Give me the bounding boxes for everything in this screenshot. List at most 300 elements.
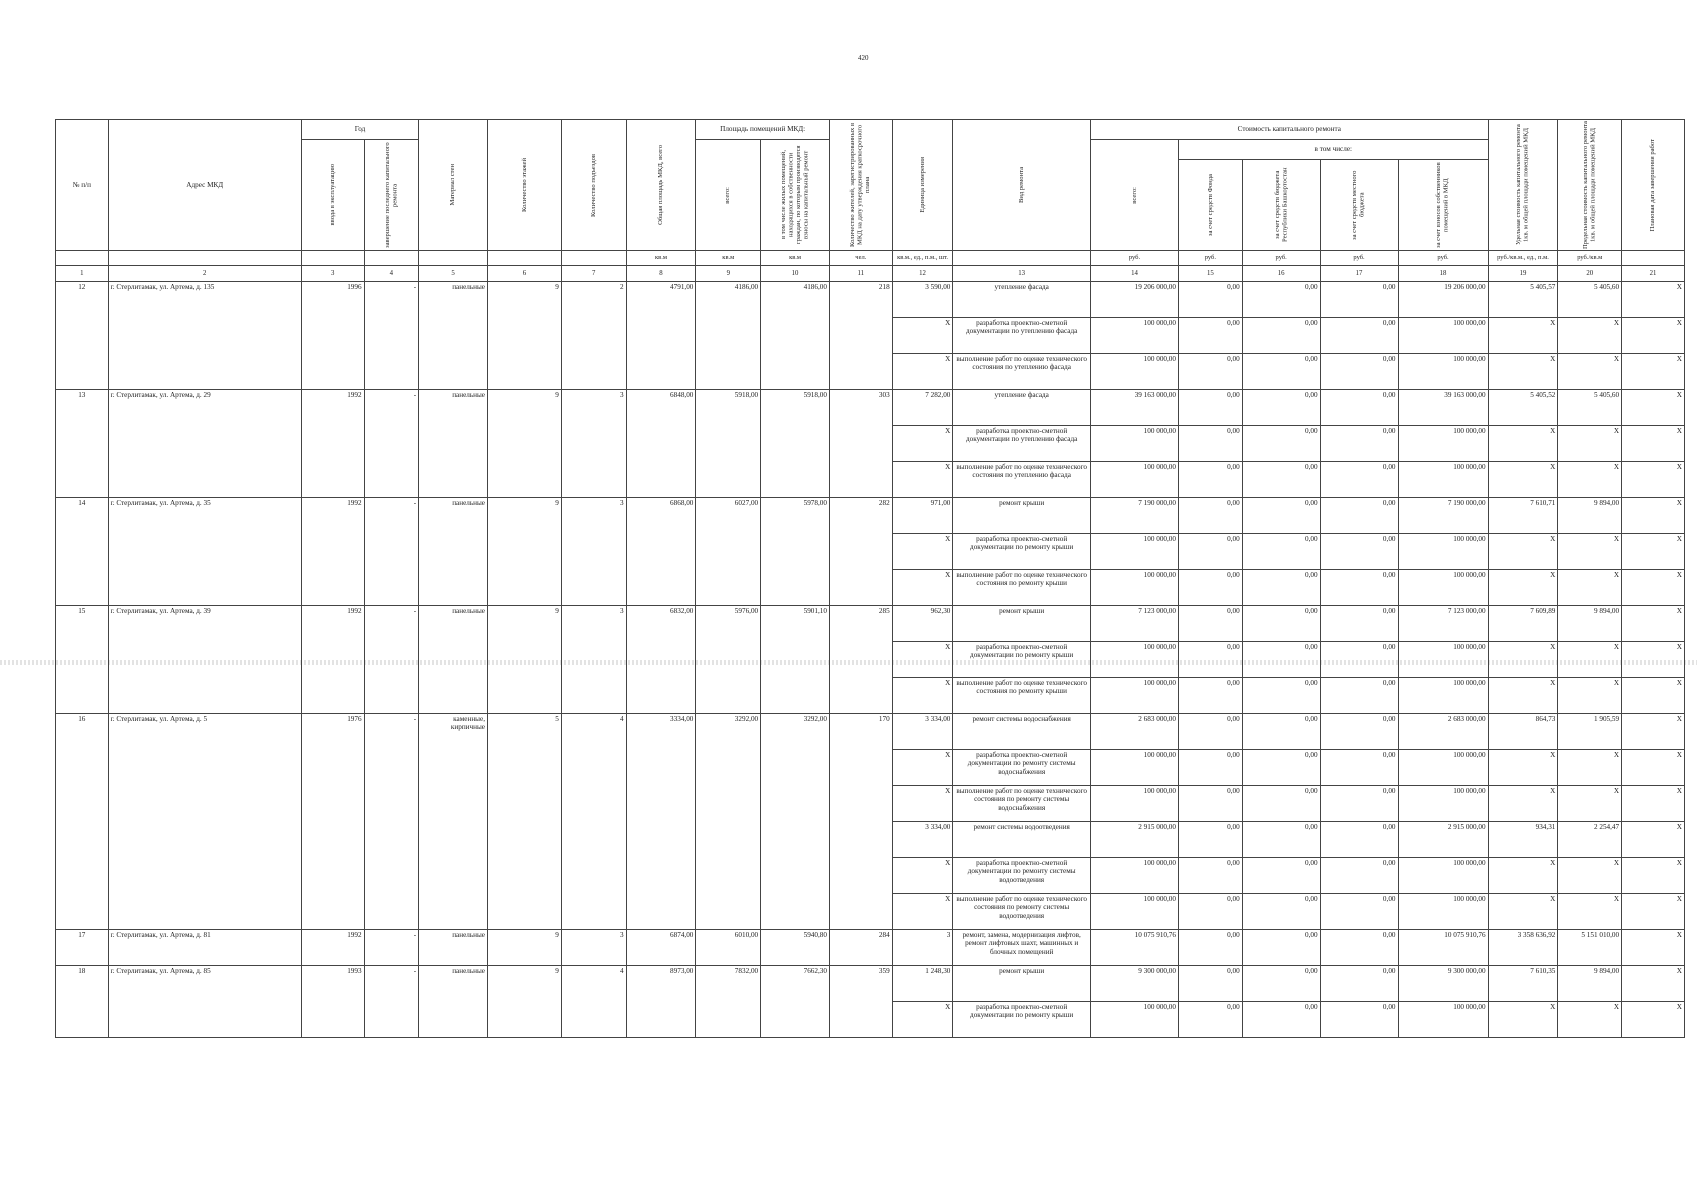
cost-local-cell: 0,00	[1320, 1002, 1398, 1038]
max-cost-cell: 5 151 010,00	[1558, 930, 1622, 966]
row-number: 16	[56, 714, 109, 930]
col-total-area-header: Общая площадь МКД, всего	[626, 120, 696, 251]
last-repair-cell: -	[364, 282, 419, 390]
unit-cell: руб.	[1398, 251, 1488, 266]
deadline-cell: X	[1622, 1002, 1685, 1038]
address-cell: г. Стерлитамак, ул. Артема, д. 29	[108, 390, 301, 498]
cost-owners-cell: 100 000,00	[1398, 678, 1488, 714]
cost-republic-cell: 0,00	[1242, 282, 1320, 318]
unit-cost-cell: X	[1488, 750, 1558, 786]
column-number: 2	[108, 266, 301, 282]
cost-local-cell: 0,00	[1320, 534, 1398, 570]
row-number: 14	[56, 498, 109, 606]
year-cell: 1976	[301, 714, 364, 930]
address-cell: г. Стерлитамак, ул. Артема, д. 39	[108, 606, 301, 714]
total-area-cell: 6868,00	[626, 498, 696, 606]
quantity-cell: 3 590,00	[892, 282, 953, 318]
cost-total-cell: 100 000,00	[1090, 642, 1178, 678]
col-cost-owners-header: за счет взносов собственников помещений в МКД	[1398, 160, 1488, 251]
cost-total-cell: 100 000,00	[1090, 318, 1178, 354]
cost-total-cell: 100 000,00	[1090, 426, 1178, 462]
deadline-cell: X	[1622, 462, 1685, 498]
cost-fund-cell: 0,00	[1178, 750, 1242, 786]
unit-cell: руб.	[1320, 251, 1398, 266]
cost-owners-cell: 100 000,00	[1398, 534, 1488, 570]
col-unit-cost-header: Удельная стоимость капитального ремонта 1кв. м общей площади помещений МКД	[1488, 120, 1558, 251]
max-cost-cell: 2 254,47	[1558, 822, 1622, 858]
repair-type-cell: выполнение работ по оценке технического состояния по утеплению фасада	[953, 354, 1091, 390]
col-floors-header: Количество этажей	[488, 120, 562, 251]
wall-material-cell: панельные	[419, 282, 488, 390]
cost-republic-cell: 0,00	[1242, 858, 1320, 894]
repair-type-cell: разработка проектно-сметной документации по ремонту системы водоснабжения	[953, 750, 1091, 786]
address-cell: г. Стерлитамак, ул. Артема, д. 5	[108, 714, 301, 930]
cost-total-cell: 39 163 000,00	[1090, 390, 1178, 426]
cost-republic-cell: 0,00	[1242, 750, 1320, 786]
unit-cost-cell: 7 610,35	[1488, 966, 1558, 1002]
col-year-group-header: Год	[301, 120, 418, 140]
last-repair-cell: -	[364, 390, 419, 498]
quantity-cell: X	[892, 750, 953, 786]
table-row	[56, 606, 1685, 642]
unit-cell: кв.м., ед., п.м., шт.	[892, 251, 953, 266]
unit-cost-cell: 3 358 636,92	[1488, 930, 1558, 966]
deadline-cell: X	[1622, 318, 1685, 354]
year-cell: 1992	[301, 498, 364, 606]
cost-fund-cell: 0,00	[1178, 606, 1242, 642]
cost-local-cell: 0,00	[1320, 858, 1398, 894]
max-cost-cell: X	[1558, 462, 1622, 498]
cost-republic-cell: 0,00	[1242, 462, 1320, 498]
cost-total-cell: 100 000,00	[1090, 570, 1178, 606]
cost-owners-cell: 2 915 000,00	[1398, 822, 1488, 858]
unit-cost-cell: 5 405,52	[1488, 390, 1558, 426]
col-cost-fund-header: за счет средств Фонда	[1178, 160, 1242, 251]
max-cost-cell: X	[1558, 534, 1622, 570]
quantity-cell: 962,30	[892, 606, 953, 642]
cost-total-cell: 100 000,00	[1090, 534, 1178, 570]
unit-cost-cell: X	[1488, 642, 1558, 678]
unit-cost-cell: X	[1488, 462, 1558, 498]
repair-type-cell: ремонт системы водоотведения	[953, 822, 1091, 858]
column-numbers-row	[56, 266, 1685, 282]
unit-cell: кв.м	[626, 251, 696, 266]
column-number: 1	[56, 266, 109, 282]
repair-type-cell: выполнение работ по оценке технического состояния по ремонту системы водоотведения	[953, 894, 1091, 930]
max-cost-cell: X	[1558, 894, 1622, 930]
unit-cell: кв.м	[696, 251, 761, 266]
premises-area-cell: 7832,00	[696, 966, 761, 1038]
last-repair-cell: -	[364, 930, 419, 966]
column-number: 3	[301, 266, 364, 282]
year-cell: 1992	[301, 930, 364, 966]
max-cost-cell: X	[1558, 354, 1622, 390]
cost-total-cell: 2 915 000,00	[1090, 822, 1178, 858]
owned-area-cell: 3292,00	[761, 714, 830, 930]
address-cell: г. Стерлитамак, ул. Артема, д. 35	[108, 498, 301, 606]
cost-republic-cell: 0,00	[1242, 318, 1320, 354]
quantity-cell: X	[892, 354, 953, 390]
max-cost-cell: X	[1558, 678, 1622, 714]
entrances-cell: 3	[561, 606, 626, 714]
deadline-cell: X	[1622, 750, 1685, 786]
address-cell: г. Стерлитамак, ул. Артема, д. 85	[108, 966, 301, 1038]
column-number: 6	[488, 266, 562, 282]
max-cost-cell: 9 894,00	[1558, 966, 1622, 1002]
repair-type-cell: разработка проектно-сметной документации по утеплению фасада	[953, 426, 1091, 462]
floors-cell: 9	[488, 930, 562, 966]
cost-total-cell: 100 000,00	[1090, 858, 1178, 894]
cost-total-cell: 7 190 000,00	[1090, 498, 1178, 534]
max-cost-cell: X	[1558, 1002, 1622, 1038]
deadline-cell: X	[1622, 390, 1685, 426]
quantity-cell: X	[892, 894, 953, 930]
cost-owners-cell: 2 683 000,00	[1398, 714, 1488, 750]
deadline-cell: X	[1622, 282, 1685, 318]
premises-area-cell: 3292,00	[696, 714, 761, 930]
owned-area-cell: 5918,00	[761, 390, 830, 498]
unit-cell: кв.м	[761, 251, 830, 266]
residents-cell: 303	[829, 390, 892, 498]
cost-local-cell: 0,00	[1320, 606, 1398, 642]
max-cost-cell: 9 894,00	[1558, 498, 1622, 534]
cost-fund-cell: 0,00	[1178, 930, 1242, 966]
entrances-cell: 4	[561, 714, 626, 930]
max-cost-cell: 5 405,60	[1558, 390, 1622, 426]
floors-cell: 9	[488, 282, 562, 390]
column-number: 21	[1622, 266, 1685, 282]
unit-cost-cell: X	[1488, 426, 1558, 462]
deadline-cell: X	[1622, 570, 1685, 606]
floors-cell: 5	[488, 714, 562, 930]
deadline-cell: X	[1622, 354, 1685, 390]
col-cost-local-header: за счет средств местного бюджета	[1320, 160, 1398, 251]
residents-cell: 282	[829, 498, 892, 606]
repair-type-cell: выполнение работ по оценке технического состояния по утеплению фасада	[953, 462, 1091, 498]
wall-material-cell: панельные	[419, 606, 488, 714]
wall-material-cell: панельные	[419, 930, 488, 966]
col-cost-group-header: Стоимость капитального ремонта	[1090, 120, 1488, 140]
wall-material-cell: панельные	[419, 966, 488, 1038]
column-number: 16	[1242, 266, 1320, 282]
table-row	[56, 714, 1685, 750]
deadline-cell: X	[1622, 534, 1685, 570]
col-deadline-header: Плановая дата завершения работ	[1622, 120, 1685, 251]
cost-owners-cell: 100 000,00	[1398, 1002, 1488, 1038]
quantity-cell: X	[892, 426, 953, 462]
cost-republic-cell: 0,00	[1242, 786, 1320, 822]
deadline-cell: X	[1622, 894, 1685, 930]
total-area-cell: 3334,00	[626, 714, 696, 930]
deadline-cell: X	[1622, 966, 1685, 1002]
unit-cell: руб.	[1178, 251, 1242, 266]
repair-type-cell: разработка проектно-сметной документации по ремонту системы водоотведения	[953, 858, 1091, 894]
quantity-cell: 3 334,00	[892, 822, 953, 858]
col-year-last-repair-header: завершение последнего капитального ремонта	[364, 140, 419, 251]
units-row	[56, 251, 1685, 266]
cost-fund-cell: 0,00	[1178, 966, 1242, 1002]
cost-owners-cell: 100 000,00	[1398, 318, 1488, 354]
premises-area-cell: 6027,00	[696, 498, 761, 606]
cost-local-cell: 0,00	[1320, 354, 1398, 390]
unit-cost-cell: X	[1488, 678, 1558, 714]
unit-cost-cell: X	[1488, 318, 1558, 354]
unit-cost-cell: 7 610,71	[1488, 498, 1558, 534]
col-premises-group-header: Площадь помещений МКД:	[696, 120, 830, 140]
entrances-cell: 2	[561, 282, 626, 390]
cost-fund-cell: 0,00	[1178, 426, 1242, 462]
cost-local-cell: 0,00	[1320, 678, 1398, 714]
cost-total-cell: 9 300 000,00	[1090, 966, 1178, 1002]
cost-republic-cell: 0,00	[1242, 354, 1320, 390]
quantity-cell: 3 334,00	[892, 714, 953, 750]
cost-fund-cell: 0,00	[1178, 570, 1242, 606]
cost-local-cell: 0,00	[1320, 966, 1398, 1002]
unit-cost-cell: X	[1488, 1002, 1558, 1038]
year-cell: 1992	[301, 606, 364, 714]
last-repair-cell: -	[364, 498, 419, 606]
cost-owners-cell: 100 000,00	[1398, 750, 1488, 786]
cost-fund-cell: 0,00	[1178, 714, 1242, 750]
unit-cost-cell: 5 405,57	[1488, 282, 1558, 318]
cost-total-cell: 2 683 000,00	[1090, 714, 1178, 750]
cost-republic-cell: 0,00	[1242, 642, 1320, 678]
max-cost-cell: X	[1558, 786, 1622, 822]
cost-local-cell: 0,00	[1320, 426, 1398, 462]
column-number: 5	[419, 266, 488, 282]
residents-cell: 218	[829, 282, 892, 390]
cost-total-cell: 19 206 000,00	[1090, 282, 1178, 318]
cost-republic-cell: 0,00	[1242, 678, 1320, 714]
column-number: 18	[1398, 266, 1488, 282]
owned-area-cell: 5940,80	[761, 930, 830, 966]
cost-total-cell: 100 000,00	[1090, 786, 1178, 822]
column-number: 13	[953, 266, 1091, 282]
quantity-cell: 7 282,00	[892, 390, 953, 426]
repair-type-cell: ремонт крыши	[953, 606, 1091, 642]
repair-type-cell: разработка проектно-сметной документации по утеплению фасада	[953, 318, 1091, 354]
deadline-cell: X	[1622, 678, 1685, 714]
cost-total-cell: 100 000,00	[1090, 678, 1178, 714]
cost-fund-cell: 0,00	[1178, 858, 1242, 894]
cost-fund-cell: 0,00	[1178, 1002, 1242, 1038]
unit-cell: чел.	[829, 251, 892, 266]
quantity-cell: 1 248,30	[892, 966, 953, 1002]
unit-cost-cell: X	[1488, 570, 1558, 606]
year-cell: 1992	[301, 390, 364, 498]
row-number: 13	[56, 390, 109, 498]
col-repair-type-header: Вид ремонта	[953, 120, 1091, 251]
repair-type-cell: разработка проектно-сметной документации по ремонту крыши	[953, 642, 1091, 678]
quantity-cell: X	[892, 678, 953, 714]
owned-area-cell: 5901,10	[761, 606, 830, 714]
quantity-cell: X	[892, 534, 953, 570]
col-max-cost-header: Предельная стоимость капитального ремонта 1кв. м общей площади помещений МКД	[1558, 120, 1622, 251]
cost-fund-cell: 0,00	[1178, 534, 1242, 570]
max-cost-cell: 1 905,59	[1558, 714, 1622, 750]
col-unit-header: Единица измерения	[892, 120, 953, 251]
row-number: 15	[56, 606, 109, 714]
deadline-cell: X	[1622, 498, 1685, 534]
cost-fund-cell: 0,00	[1178, 678, 1242, 714]
quantity-cell: X	[892, 642, 953, 678]
column-number: 20	[1558, 266, 1622, 282]
quantity-cell: X	[892, 570, 953, 606]
cost-local-cell: 0,00	[1320, 714, 1398, 750]
repair-type-cell: разработка проектно-сметной документации по ремонту крыши	[953, 534, 1091, 570]
premises-area-cell: 6010,00	[696, 930, 761, 966]
column-number: 17	[1320, 266, 1398, 282]
column-number: 7	[561, 266, 626, 282]
wall-material-cell: каменные, кирпичные	[419, 714, 488, 930]
cost-local-cell: 0,00	[1320, 390, 1398, 426]
floors-cell: 9	[488, 498, 562, 606]
max-cost-cell: 5 405,60	[1558, 282, 1622, 318]
cost-local-cell: 0,00	[1320, 498, 1398, 534]
max-cost-cell: X	[1558, 570, 1622, 606]
col-address-header: Адрес МКД	[108, 120, 301, 251]
cost-republic-cell: 0,00	[1242, 930, 1320, 966]
entrances-cell: 3	[561, 498, 626, 606]
entrances-cell: 3	[561, 930, 626, 966]
cost-republic-cell: 0,00	[1242, 894, 1320, 930]
col-wall-header: Материал стен	[419, 120, 488, 251]
col-premises-owned-header: в том числе жилых помещений, находящихся в собственности граждан, по которым производятся взносы на капитальный ремонт	[761, 140, 830, 251]
residents-cell: 284	[829, 930, 892, 966]
quantity-cell: X	[892, 1002, 953, 1038]
repair-type-cell: ремонт крыши	[953, 498, 1091, 534]
cost-republic-cell: 0,00	[1242, 606, 1320, 642]
quantity-cell: X	[892, 858, 953, 894]
cost-total-cell: 100 000,00	[1090, 750, 1178, 786]
cost-owners-cell: 100 000,00	[1398, 570, 1488, 606]
table-row	[56, 282, 1685, 318]
wall-material-cell: панельные	[419, 390, 488, 498]
cost-total-cell: 100 000,00	[1090, 1002, 1178, 1038]
column-number: 9	[696, 266, 761, 282]
cost-local-cell: 0,00	[1320, 570, 1398, 606]
unit-cost-cell: X	[1488, 894, 1558, 930]
column-number: 19	[1488, 266, 1558, 282]
column-number: 11	[829, 266, 892, 282]
col-entrances-header: Количество подъездов	[561, 120, 626, 251]
cost-fund-cell: 0,00	[1178, 354, 1242, 390]
cost-total-cell: 100 000,00	[1090, 462, 1178, 498]
premises-area-cell: 4186,00	[696, 282, 761, 390]
unit-cell: руб./кв.м	[1558, 251, 1622, 266]
cost-republic-cell: 0,00	[1242, 822, 1320, 858]
column-number: 14	[1090, 266, 1178, 282]
total-area-cell: 8973,00	[626, 966, 696, 1038]
cost-fund-cell: 0,00	[1178, 282, 1242, 318]
page-number: 420	[858, 54, 869, 62]
table-row	[56, 498, 1685, 534]
max-cost-cell: X	[1558, 426, 1622, 462]
table-row	[56, 390, 1685, 426]
column-number: 10	[761, 266, 830, 282]
deadline-cell: X	[1622, 714, 1685, 750]
unit-cost-cell: 934,31	[1488, 822, 1558, 858]
residents-cell: 285	[829, 606, 892, 714]
col-year-commission-header: ввода в эксплуатацию	[301, 140, 364, 251]
table-row	[56, 966, 1685, 1002]
column-number: 15	[1178, 266, 1242, 282]
floors-cell: 9	[488, 606, 562, 714]
cost-local-cell: 0,00	[1320, 750, 1398, 786]
repair-type-cell: выполнение работ по оценке технического состояния по ремонту крыши	[953, 678, 1091, 714]
repair-type-cell: ремонт системы водоснабжения	[953, 714, 1091, 750]
deadline-cell: X	[1622, 930, 1685, 966]
table-body	[56, 282, 1685, 1038]
deadline-cell: X	[1622, 786, 1685, 822]
cost-republic-cell: 0,00	[1242, 390, 1320, 426]
cost-total-cell: 7 123 000,00	[1090, 606, 1178, 642]
total-area-cell: 6874,00	[626, 930, 696, 966]
cost-local-cell: 0,00	[1320, 642, 1398, 678]
cost-total-cell: 100 000,00	[1090, 354, 1178, 390]
cost-owners-cell: 7 123 000,00	[1398, 606, 1488, 642]
deadline-cell: X	[1622, 822, 1685, 858]
wall-material-cell: панельные	[419, 498, 488, 606]
unit-cell: руб.	[1242, 251, 1320, 266]
max-cost-cell: X	[1558, 318, 1622, 354]
unit-cell: руб./кв.м., ед., п.м.	[1488, 251, 1558, 266]
repair-type-cell: ремонт, замена, модернизация лифтов, ремонт лифтовых шахт, машинных и блочных помещений	[953, 930, 1091, 966]
cost-fund-cell: 0,00	[1178, 894, 1242, 930]
repair-type-cell: утепление фасада	[953, 390, 1091, 426]
owned-area-cell: 5978,00	[761, 498, 830, 606]
quantity-cell: X	[892, 318, 953, 354]
repair-type-cell: ремонт крыши	[953, 966, 1091, 1002]
cost-republic-cell: 0,00	[1242, 1002, 1320, 1038]
deadline-cell: X	[1622, 642, 1685, 678]
last-repair-cell: -	[364, 714, 419, 930]
cost-owners-cell: 100 000,00	[1398, 786, 1488, 822]
col-premises-total-header: всего:	[696, 140, 761, 251]
cost-fund-cell: 0,00	[1178, 498, 1242, 534]
year-cell: 1993	[301, 966, 364, 1038]
unit-cost-cell: X	[1488, 354, 1558, 390]
premises-area-cell: 5918,00	[696, 390, 761, 498]
row-number: 12	[56, 282, 109, 390]
repair-type-cell: разработка проектно-сметной документации по ремонту крыши	[953, 1002, 1091, 1038]
owned-area-cell: 4186,00	[761, 282, 830, 390]
cost-local-cell: 0,00	[1320, 318, 1398, 354]
table-header	[56, 120, 1685, 282]
cost-fund-cell: 0,00	[1178, 786, 1242, 822]
repair-type-cell: утепление фасада	[953, 282, 1091, 318]
row-number: 17	[56, 930, 109, 966]
cost-republic-cell: 0,00	[1242, 570, 1320, 606]
cost-owners-cell: 100 000,00	[1398, 354, 1488, 390]
deadline-cell: X	[1622, 858, 1685, 894]
cost-local-cell: 0,00	[1320, 462, 1398, 498]
quantity-cell: 3	[892, 930, 953, 966]
row-number: 18	[56, 966, 109, 1038]
year-cell: 1996	[301, 282, 364, 390]
floors-cell: 9	[488, 390, 562, 498]
cost-owners-cell: 9 300 000,00	[1398, 966, 1488, 1002]
unit-cost-cell: X	[1488, 786, 1558, 822]
cost-owners-cell: 100 000,00	[1398, 894, 1488, 930]
cost-local-cell: 0,00	[1320, 894, 1398, 930]
column-number: 4	[364, 266, 419, 282]
total-area-cell: 4791,00	[626, 282, 696, 390]
premises-area-cell: 5976,00	[696, 606, 761, 714]
cost-total-cell: 10 075 910,76	[1090, 930, 1178, 966]
cost-owners-cell: 39 163 000,00	[1398, 390, 1488, 426]
cost-republic-cell: 0,00	[1242, 426, 1320, 462]
